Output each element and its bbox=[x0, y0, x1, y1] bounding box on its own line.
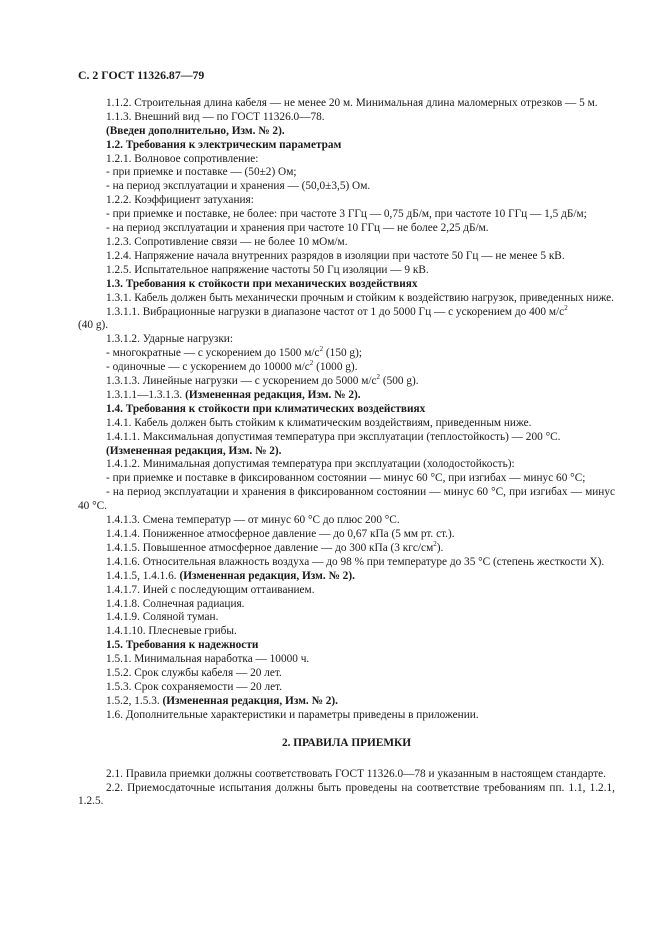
list-item: - на период эксплуатации и хранения в фиксированном состоянии — минус 60 °С, при изгибах — минус 40 °С. bbox=[78, 486, 615, 513]
list-item: - при приемке и поставке, не более: при частоте 3 ГГц — 0,75 дБ/м, при частоте 10 ГГц — 1,5 дБ/м; bbox=[106, 208, 587, 221]
list-item: - на период эксплуатации и хранения — (50,0±3,5) Ом. bbox=[106, 180, 371, 193]
clause-1-4-1: 1.4.1. Кабель должен быть стойким к климатическим воздействиям, приведенным ниже. bbox=[106, 416, 532, 429]
clause-1-4-1-10: 1.4.1.10. Плесневые грибы. bbox=[106, 625, 237, 638]
amendment-note: (Измененная редакция, Изм. № 2). bbox=[179, 569, 355, 582]
clause-1-2-2: 1.2.2. Коэффициент затухания: bbox=[106, 194, 254, 207]
amendment-ref bbox=[78, 389, 615, 403]
list-text-end: (1000 g). bbox=[313, 361, 358, 374]
clause-1-4-1-2: 1.4.1.2. Минимальная допустимая температура при эксплуатации (холодостойкость): bbox=[106, 458, 515, 471]
list-text: - одиночные — с ускорением до 10000 м/с bbox=[106, 361, 310, 374]
clause-text: 1.3.1.3. Линейные нагрузки — с ускорением до 5000 м/с bbox=[106, 375, 377, 388]
list-item bbox=[78, 361, 615, 375]
amendment-note: (Измененная редакция, Изм. № 2). bbox=[106, 444, 282, 457]
clause-1-3-1-3 bbox=[78, 375, 615, 389]
amendment-note: (Измененная редакция, Изм. № 2). bbox=[162, 694, 338, 707]
amendment-ref bbox=[78, 695, 615, 709]
heading-1-2: 1.2. Требования к электрическим параметрам bbox=[106, 138, 342, 151]
clause-2-2: 2.2. Приемосдаточные испытания должны быть проведены на соответствие требованиям пп. 1.1, 1.2.1, 1.2.5. bbox=[78, 781, 615, 808]
clause-1-6: 1.6. Дополнительные характеристики и параметры приведены в приложении. bbox=[106, 708, 479, 721]
amendment-note: (Введен дополнительно, Изм. № 2). bbox=[106, 124, 285, 137]
clause-1-4-1-9: 1.4.1.9. Соляной туман. bbox=[106, 611, 219, 624]
superscript: 2 bbox=[376, 373, 381, 382]
section-title: 2. ПРАВИЛА ПРИЕМКИ bbox=[281, 736, 412, 749]
clause-1-1-2: 1.1.2. Строительная длина кабеля — не менее 20 м. Минимальная длина маломерных отрезков — 5 м. bbox=[106, 96, 598, 109]
clause-1-2-1: 1.2.1. Волновое сопротивление: bbox=[106, 152, 259, 165]
clause-range: 1.3.1.1—1.3.1.3. bbox=[106, 388, 183, 401]
superscript: 2 bbox=[319, 345, 324, 354]
clause-range: 1.5.2, 1.5.3. bbox=[106, 694, 160, 707]
clause-1-4-1-1: 1.4.1.1. Максимальная допустимая температура при эксплуатации (теплостойкость) — 200 °С. bbox=[106, 430, 561, 443]
clause-1-1-3: 1.1.3. Внешний вид — по ГОСТ 11326.0—78. bbox=[106, 110, 325, 123]
amendment-ref bbox=[78, 570, 615, 584]
clause-1-2-4: 1.2.4. Напряжение начала внутренних разрядов в изоляции при частоте 50 Гц — не менее 5 кВ. bbox=[106, 249, 565, 262]
clause-2-1: 2.1. Правила приемки должны соответствовать ГОСТ 11326.0—78 и указанным в настоящем стандарте. bbox=[106, 767, 607, 780]
page-header: С. 2 ГОСТ 11326.87—79 bbox=[78, 68, 205, 82]
clause-text: 1.3.1.1. Вибрационные нагрузки в диапазоне частот от 1 до 5000 Гц — с ускорением до 400 м/с bbox=[106, 305, 565, 318]
heading-1-5: 1.5. Требования к надежности bbox=[106, 639, 259, 652]
clause-1-2-3: 1.2.3. Сопротивление связи — не более 10 мОм/м. bbox=[106, 235, 348, 248]
clause-1-4-1-3: 1.4.1.3. Смена температур — от минус 60 °С до плюс 200 °С. bbox=[106, 514, 400, 527]
superscript: 2 bbox=[564, 303, 568, 312]
list-text-end: (150 g); bbox=[323, 347, 362, 360]
list-text: - многократные — с ускорением до 1500 м/с bbox=[106, 347, 320, 360]
clause-1-3-1-1 bbox=[78, 303, 615, 320]
clause-1-4-1-5 bbox=[78, 542, 615, 556]
clause-1-3-1-2: 1.3.1.2. Ударные нагрузки: bbox=[106, 333, 233, 346]
clause-1-4-1-7: 1.4.1.7. Иней с последующим оттаиванием. bbox=[106, 583, 315, 596]
clause-text-end: (500 g). bbox=[380, 375, 419, 388]
clause-text: 1.4.1.5. Повышенное атмосферное давление — до 300 кПа (3 кгс/см bbox=[106, 541, 434, 554]
clause-1-2-5: 1.2.5. Испытательное напряжение частоты 50 Гц изоляции — 9 кВ. bbox=[106, 263, 429, 276]
clause-continuation: (40 g). bbox=[78, 319, 109, 332]
list-item bbox=[78, 347, 615, 361]
clause-1-4-1-6: 1.4.1.6. Относительная влажность воздуха — до 98 % при температуре до 35 °С (степень жесткости X). bbox=[106, 555, 605, 568]
amendment-note: (Измененная редакция, Изм. № 2). bbox=[185, 388, 361, 401]
clause-1-5-3: 1.5.3. Срок сохраняемости — 20 лет. bbox=[106, 680, 283, 693]
heading-1-3: 1.3. Требования к стойкости при механических воздействиях bbox=[106, 277, 418, 290]
list-item: - при приемке и поставке в фиксированном состоянии — минус 60 °С, при изгибах — минус 60 °С; bbox=[106, 472, 586, 485]
clause-1-4-1-4: 1.4.1.4. Пониженное атмосферное давление — до 0,67 кПа (5 мм рт. ст.). bbox=[106, 528, 455, 540]
superscript: 2 bbox=[309, 359, 314, 368]
clause-1-4-1-8: 1.4.1.8. Солнечная радиация. bbox=[106, 597, 245, 610]
clause-1-5-2: 1.5.2. Срок службы кабеля — 20 лет. bbox=[106, 667, 282, 680]
heading-1-4: 1.4. Требования к стойкости при климатических воздействиях bbox=[106, 402, 426, 415]
superscript: 2 bbox=[433, 540, 437, 549]
list-item: - на период эксплуатации и хранения при частоте 10 ГГц — не более 2,25 дБ/м. bbox=[106, 222, 489, 235]
clause-1-5-1: 1.5.1. Минимальная наработка — 10000 ч. bbox=[106, 653, 310, 666]
clause-text-end: ). bbox=[436, 541, 444, 554]
list-item: - при приемке и поставке — (50±2) Ом; bbox=[106, 166, 297, 179]
clause-1-3-1: 1.3.1. Кабель должен быть механически прочным и стойким к воздействию нагрузок, приведенных ниже. bbox=[106, 291, 615, 304]
clause-range: 1.4.1.5, 1.4.1.6. bbox=[106, 569, 177, 582]
